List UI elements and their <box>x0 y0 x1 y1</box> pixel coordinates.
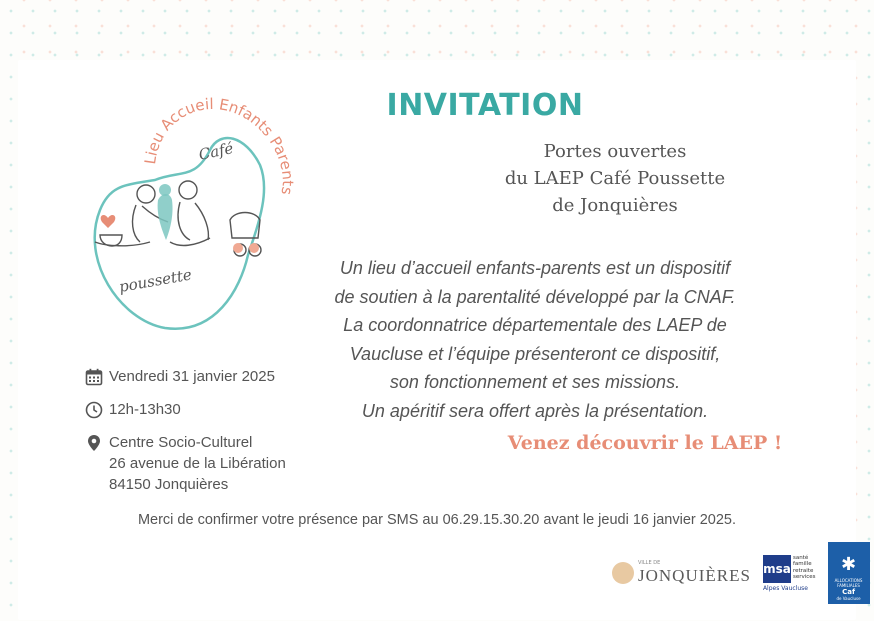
date-text: Vendredi 31 janvier 2025 <box>109 368 275 385</box>
address-line: Centre Socio-Culturel <box>109 434 253 451</box>
invitation-subtitle <box>460 138 770 219</box>
address-line: 84150 Jonquières <box>109 476 229 493</box>
msa-tag: santé <box>792 554 809 561</box>
baby-figure <box>158 194 173 240</box>
subtitle-line: du LAEP Café Poussette <box>504 168 726 189</box>
laep-logo <box>70 70 310 340</box>
map-pin-icon <box>85 434 103 452</box>
subtitle-line: Portes ouvertes <box>543 141 687 162</box>
msa-tag: services <box>792 574 816 580</box>
event-location <box>85 432 325 495</box>
msa-tag: famille <box>792 561 812 567</box>
rsvp-note: Merci de confirmer votre présence par SMS au 06.29.15.30.20 avant le jeudi 16 janvier 2025. <box>137 512 737 528</box>
logo-arc-text: Lieu Accueil Enfants Parents <box>141 94 297 197</box>
msa-region: Alpes Vaucluse <box>762 584 808 592</box>
clock-icon <box>85 401 103 419</box>
address-line: 26 avenue de la Libération <box>109 455 286 472</box>
invitation-description <box>300 254 770 425</box>
heart-icon <box>101 215 116 228</box>
invitation-title: INVITATION <box>386 88 584 123</box>
caf-people-icon: ✱ <box>840 554 857 575</box>
heart-outline <box>95 138 264 329</box>
msa-mark: msa <box>763 555 791 583</box>
logo-cafe-text: Café <box>197 139 235 164</box>
description-line: La coordonnatrice départementale des LAEP de <box>343 315 727 335</box>
event-time <box>85 399 325 420</box>
caf-region: de Vaucluse <box>836 596 861 601</box>
caf-logo <box>828 542 870 604</box>
subtitle-line: de Jonquières <box>552 195 678 216</box>
caf-small-text: ALLOCATIONS FAMILIALES <box>834 578 863 588</box>
event-date <box>85 366 325 387</box>
caf-name: Caf <box>842 588 855 596</box>
jonquieres-logo <box>612 560 751 586</box>
jonquieres-emblem-icon <box>612 562 634 584</box>
description-line: Un lieu d’accueil enfants-parents est un dispositif <box>339 258 731 278</box>
msa-tag: retraite <box>792 567 814 574</box>
jonquieres-name: JONQUIÈRES <box>638 566 751 585</box>
jonquieres-prefix: VILLE DE <box>638 560 661 566</box>
description-line: de soutien à la parentalité développé par la CNAF. <box>334 286 736 307</box>
time-text: 12h-13h30 <box>109 401 181 418</box>
call-to-action: Venez découvrir le LAEP ! <box>507 432 783 454</box>
description-line: son fonctionnement et ses missions. <box>389 372 681 392</box>
description-line: Un apéritif sera offert après la présentation. <box>361 400 709 421</box>
calendar-icon <box>85 368 103 386</box>
logo-poussette-text: poussette <box>117 265 194 296</box>
event-details <box>85 366 325 507</box>
partner-logos <box>612 540 870 606</box>
description-line: Vaucluse et l’équipe présenteront ce dispositif, <box>349 343 721 364</box>
msa-logo <box>763 555 816 592</box>
